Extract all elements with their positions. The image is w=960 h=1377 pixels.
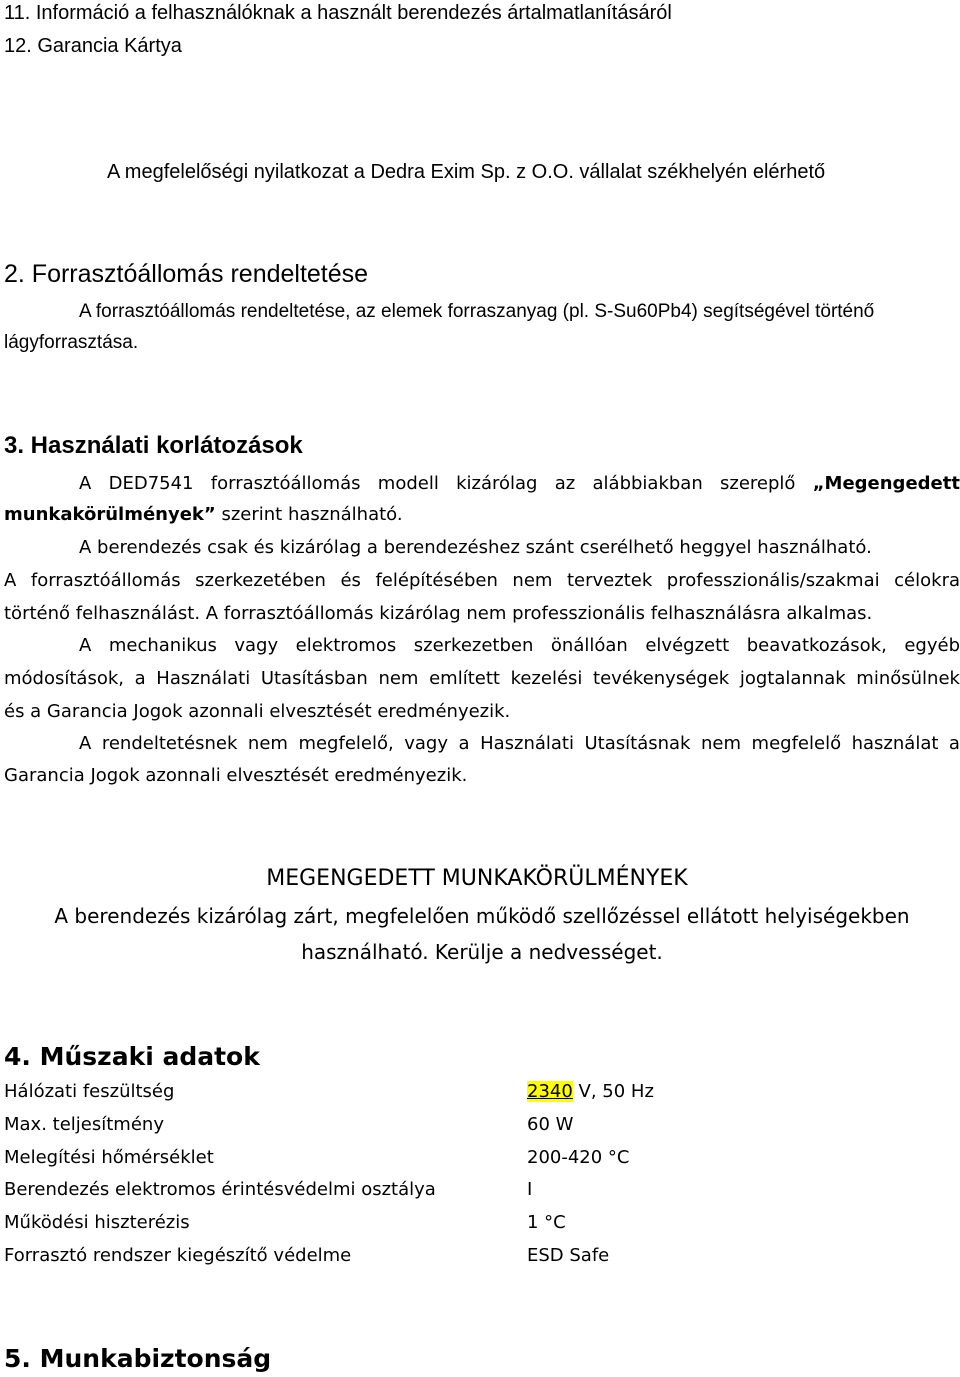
word: A [4,570,17,591]
permitted-conditions-title [0,868,960,890]
word: a [134,668,146,689]
spec-value: I [527,1179,533,1200]
spec-value: 1 °C [527,1212,566,1233]
word: megfelelő, [298,733,394,754]
word: használat [851,733,939,754]
value-unit: V, 50 Hz [572,1081,654,1102]
word: megfelelő [751,733,842,754]
word: kizárólag [456,473,538,494]
word: felépítésében [375,570,498,591]
word: szerkezetében [195,570,326,591]
section-2-text-line1: A forrasztóállomás rendeltetése, az elemek forraszanyag (pl. S-Su60Pb4) segítségével történő [79,301,875,322]
word: módosítások, [4,668,124,689]
word: elektromos [295,635,397,656]
permitted-conditions-line1 [0,906,960,926]
spec-label: Melegítési hőmérséklet [4,1147,214,1168]
word: Használati [156,668,251,689]
spec-value: ESD Safe [527,1245,610,1266]
permitted-conditions-line1-text: A berendezés kizárólag zárt, megfelelően működő szellőzéssel ellátott helyiségekben [54,904,910,928]
word: Utasításnak [584,733,691,754]
section-3-para5-line2: Garancia Jogok azonnali elvesztését eredményezik. [4,765,468,786]
section-3-para4-line2 [4,670,960,688]
spec-label: Működési hiszterézis [4,1212,190,1233]
section-3-para3-line1 [4,572,960,590]
section-3-para4-line3: és a Garancia Jogok azonnali elvesztését eredményezik. [4,701,511,722]
section-3-para3-line2: történő felhasználást. A forrasztóállomás kizárólag nem professzionális felhasználásra alkalmas. [4,603,873,624]
word: nem [247,733,288,754]
word: professzionális/szakmai [666,570,880,591]
highlighted-value: 2340 [527,1081,573,1102]
permitted-conditions-ref-start: „Megengedett [812,473,960,494]
spec-value: 200-420 °C [527,1147,630,1168]
permitted-conditions-line2 [0,942,960,962]
section-3-para1-line1 [79,475,960,493]
word: és [340,570,361,591]
section-2-text-line2: lágyforrasztása. [4,332,139,353]
word: nem [378,668,419,689]
word: elvégzett [645,635,730,656]
word: alábbiakban [592,473,703,494]
word: DED7541 [108,473,194,494]
word: vagy [234,635,279,656]
word: Használati [480,733,574,754]
spec-label: Max. teljesítmény [4,1114,164,1135]
permitted-conditions-title-text: MEGENGEDETT MUNKAKÖRÜLMÉNYEK [266,866,688,891]
toc-item-11: 11. Információ a felhasználóknak a használt berendezés ártalmatlanításáról [4,2,672,24]
section-3-para5-line1 [79,735,960,753]
word: nem [512,570,553,591]
permitted-conditions-ref: munkakörülmények” [4,504,216,525]
word: tevékenységek [593,668,730,689]
spec-label: Berendezés elektromos érintésvédelmi osztálya [4,1179,436,1200]
section-3-title: 3. Használati korlátozások [4,432,303,459]
word: célokra [894,570,960,591]
word: A [79,473,92,494]
spec-label: Forrasztó rendszer kiegészítő védelme [4,1245,352,1266]
section-4-title: 4. Műszaki adatok [4,1042,260,1071]
word: kezelési [510,668,583,689]
word: egyéb [904,635,960,656]
word: A [79,635,92,656]
word: rendeltetésnek [101,733,238,754]
word: forrasztóállomás [210,473,361,494]
toc-item-12: 12. Garancia Kártya [4,35,182,57]
word: modell [377,473,439,494]
word: a [458,733,470,754]
word: minősülnek [856,668,960,689]
section-2-title: 2. Forrasztóállomás rendeltetése [4,260,369,288]
word: Utasításban [260,668,368,689]
section-3-para2: A berendezés csak és kizárólag a berendezéshez szánt cserélhető heggyel használható. [79,537,872,558]
word: önállóan [550,635,628,656]
word: forrasztóállomás [30,570,181,591]
word: mechanikus [108,635,217,656]
para1-line2-rest: szerint használható. [215,504,403,525]
word: szereplő [720,473,796,494]
word: A [79,733,92,754]
section-5-title: 5. Munkabiztonság [4,1344,272,1373]
spec-label: Hálózati feszültség [4,1081,175,1102]
word: említett [429,668,500,689]
spec-value [527,1083,654,1101]
word: nem [701,733,742,754]
word: szerkezetben [413,635,534,656]
conformity-statement: A megfelelőségi nyilatkozat a Dedra Exim Sp. z O.O. vállalat székhelyén elérhető [107,161,826,183]
word: terveztek [566,570,653,591]
word: jogtalannak [739,668,846,689]
spec-value: 60 W [527,1114,574,1135]
section-3-para1-line2 [4,506,403,524]
section-3-para4-line1 [79,637,960,655]
permitted-conditions-line2-text: használható. Kerülje a nedvességet. [301,940,663,964]
word: vagy [404,733,448,754]
word: beavatkozások, [746,635,887,656]
word: az [554,473,576,494]
word: a [948,733,960,754]
